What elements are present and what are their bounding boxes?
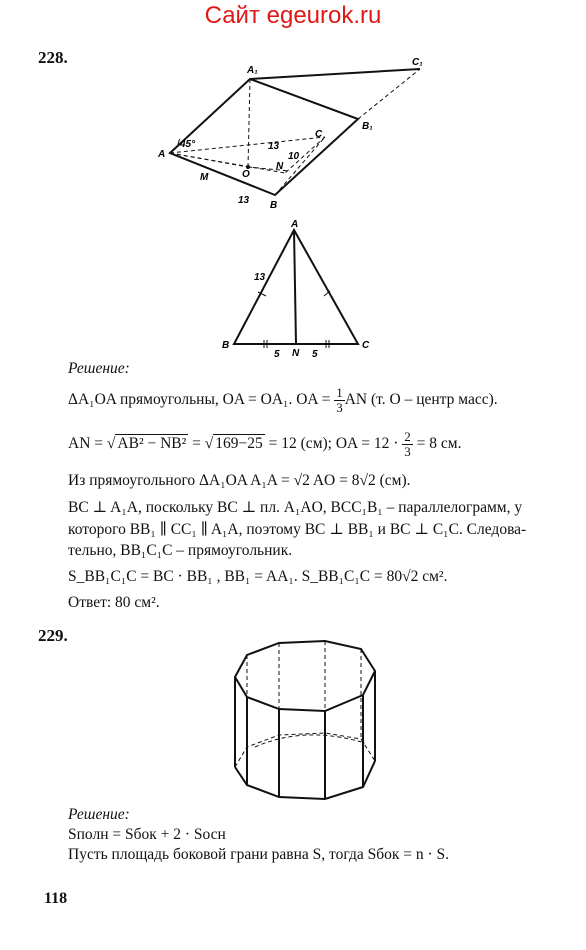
solution-line-4: BC ⊥ A₁A, поскольку BC ⊥ пл. A₁AO, BCC₁B₁ – параллелограмм, у: [68, 499, 523, 516]
tri-label-5b: 5: [312, 349, 318, 358]
label-C1: C₁: [412, 57, 423, 68]
solution-line-2: AN = √ AB² − NB² = √ 169−25 = 12 (см); OA = 12 · $\frac{2}{3}$ = 8 см.: [68, 429, 462, 459]
fraction-2-3: [402, 430, 413, 459]
tri-label-N: N: [292, 348, 300, 358]
label-10: 10: [288, 151, 300, 162]
label-13a: 13: [268, 141, 280, 152]
solution-line-3: Из прямоугольного ΔA₁OA A₁A = √2 AO = 8√2 (см).: [68, 472, 411, 489]
line1-text: ΔA₁OA прямоугольны, OA = OA₁. OA =: [68, 391, 335, 409]
problem-229-number: 229.: [38, 626, 68, 645]
label-A: A: [158, 149, 166, 160]
label-B1: B₁: [362, 121, 373, 132]
fraction-1-3: [334, 386, 345, 415]
tri-label-13: 13: [254, 272, 266, 283]
answer-228: Ответ: 80 см².: [68, 594, 160, 611]
line2-b: =: [188, 435, 205, 453]
label-N: N: [276, 161, 284, 172]
site-title: Сайт egeurok.ru: [204, 2, 382, 29]
frac-den: 3: [336, 400, 343, 415]
frac-num-2: 2: [404, 429, 411, 444]
tri-label-C: C: [362, 340, 370, 351]
label-M: M: [200, 172, 209, 183]
solution-heading-228: Решение:: [68, 360, 130, 377]
frac-den-2: 3: [404, 444, 411, 459]
frac-num: 1: [336, 385, 343, 400]
label-13b: 13: [238, 195, 250, 206]
label-A1: A₁: [247, 65, 258, 76]
page-number: 118: [44, 890, 68, 907]
triangle-figure: [218, 218, 378, 358]
decagonal-prism-figure: [225, 635, 385, 805]
line2-d: = 8 см.: [412, 435, 462, 453]
line2-c: = 12 (см); OA = 12 ·: [264, 435, 403, 453]
prism-figure: [150, 55, 440, 215]
sqrt-2: 169−25: [215, 435, 263, 453]
solution-line-1: [68, 386, 498, 415]
solution-line-5: которого BB₁ ∥ CC₁ ∥ A₁A, поэтому BC ⊥ BB₁ и BC ⊥ C₁C. Следова-: [68, 521, 527, 538]
label-B: B: [270, 200, 278, 211]
label-angle: 45°: [180, 139, 196, 150]
solution-229-line-1: Sполн = Sбок + 2 · Sосн: [68, 826, 226, 843]
solution-229-line-2: Пусть площадь боковой грани равна S, тогда Sбок = n · S.: [68, 846, 450, 863]
sqrt-1: AB² − NB²: [117, 435, 187, 453]
problem-228-number: 228.: [38, 48, 68, 67]
tri-label-5a: 5: [274, 349, 280, 358]
label-C: C: [315, 129, 323, 140]
tri-label-A: A: [291, 219, 299, 230]
line2-a: AN =: [68, 435, 107, 453]
solution-heading-229: Решение:: [68, 806, 130, 823]
solution-line-6: тельно, BB₁C₁C – прямоугольник.: [68, 542, 293, 559]
line1-tail: AN (т. O – центр масс).: [344, 391, 498, 409]
label-O: O: [242, 169, 250, 180]
solution-line-7: S_BB₁C₁C = BC · BB₁ , BB₁ = AA₁. S_BB₁C₁C = 80√2 см².: [68, 568, 448, 585]
tri-label-B: B: [222, 340, 230, 351]
